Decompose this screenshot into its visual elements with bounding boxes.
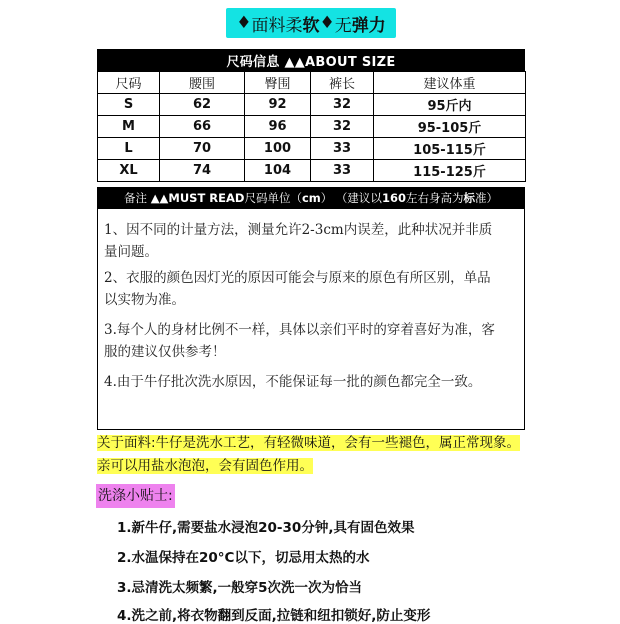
table-cell: 32	[311, 116, 374, 138]
wash-tip: 1.新牛仔,需要盐水浸泡20-30分钟,具有固色效果	[117, 520, 415, 536]
table-cell: 33	[311, 160, 374, 182]
column-header: 臀围	[245, 72, 311, 94]
fabric-info	[97, 432, 533, 478]
size-table-head-row	[98, 72, 526, 94]
note-item: 3.每个人的身材比例不一样，具体以亲们平时的穿着喜好为准，客服的建议仅供参考！	[104, 322, 495, 360]
table-cell: 70	[160, 138, 245, 160]
unit-label: 尺码单位（	[244, 191, 302, 205]
table-row	[98, 94, 526, 116]
wash-tip: 2.水温保持在20°C以下，切忌用太热的水	[117, 550, 370, 566]
note-item: 1、因不同的计量方法，测量允许2-3cm内误差，此种状况并非质量问题。	[104, 222, 493, 260]
table-cell: 95斤内	[374, 94, 526, 116]
fabric-title-part4: 弹力	[351, 15, 386, 36]
unit-value: cm	[301, 191, 321, 205]
table-cell: 96	[245, 116, 311, 138]
note-item: 4.由于牛仔批次洗水原因，不能保证每一批的颜色都完全一致。	[104, 374, 482, 390]
standard-label: 标	[463, 191, 475, 205]
height-label: 左右身高为	[405, 191, 464, 205]
height-value: 160	[381, 191, 406, 205]
table-row	[98, 116, 526, 138]
wash-tip: 3.忌清洗太频繁,一般穿5次洗一次为恰当	[117, 580, 363, 596]
fabric-title-part1: 面料柔	[251, 15, 303, 36]
wash-tips-title: 洗涤小贴士:	[96, 484, 175, 508]
column-header: 尺码	[98, 72, 160, 94]
table-cell: S	[98, 94, 160, 116]
table-row	[98, 138, 526, 160]
column-header: 建议体重	[374, 72, 526, 94]
fabric-title	[226, 8, 396, 38]
table-cell: M	[98, 116, 160, 138]
must-read-label: MUST READ	[168, 191, 245, 205]
suggest-label: ） （建议以	[320, 191, 382, 205]
table-cell: 32	[311, 94, 374, 116]
notes-box	[97, 209, 525, 430]
fabric-title-part2: 软	[302, 15, 320, 36]
diamond-icon: ♦	[236, 13, 252, 33]
wash-tip: 4.洗之前,将衣物翻到反面,拉链和纽扣锁好,防止变形	[117, 608, 431, 624]
column-header: 腰围	[160, 72, 245, 94]
notes-header	[97, 187, 525, 209]
table-cell: L	[98, 138, 160, 160]
fabric-info-text: 关于面料:牛仔是洗水工艺，有轻微味道，会有一些褪色，属正常现象。亲可以用盐水泡泡，会有固色作用。	[97, 435, 521, 474]
table-cell: 104	[245, 160, 311, 182]
table-cell: 105-115斤	[374, 138, 526, 160]
size-table	[97, 71, 526, 182]
fabric-title-part3: 无	[334, 15, 352, 36]
table-cell: 62	[160, 94, 245, 116]
notes-header-label: 备注 ▲▲	[124, 191, 169, 205]
table-cell: 92	[245, 94, 311, 116]
table-cell: 74	[160, 160, 245, 182]
column-header: 裤长	[311, 72, 374, 94]
note-item: 2、衣服的颜色因灯光的原因可能会与原来的原色有所区别，单品以实物为准。	[104, 270, 491, 308]
standard-suffix: 准）	[474, 191, 498, 205]
table-cell: 33	[311, 138, 374, 160]
size-table-header: 尺码信息 ▲▲ABOUT SIZE	[97, 49, 525, 71]
table-cell: 115-125斤	[374, 160, 526, 182]
table-row	[98, 160, 526, 182]
table-cell: XL	[98, 160, 160, 182]
table-cell: 66	[160, 116, 245, 138]
diamond-icon: ♦	[319, 13, 335, 33]
table-cell: 100	[245, 138, 311, 160]
table-cell: 95-105斤	[374, 116, 526, 138]
